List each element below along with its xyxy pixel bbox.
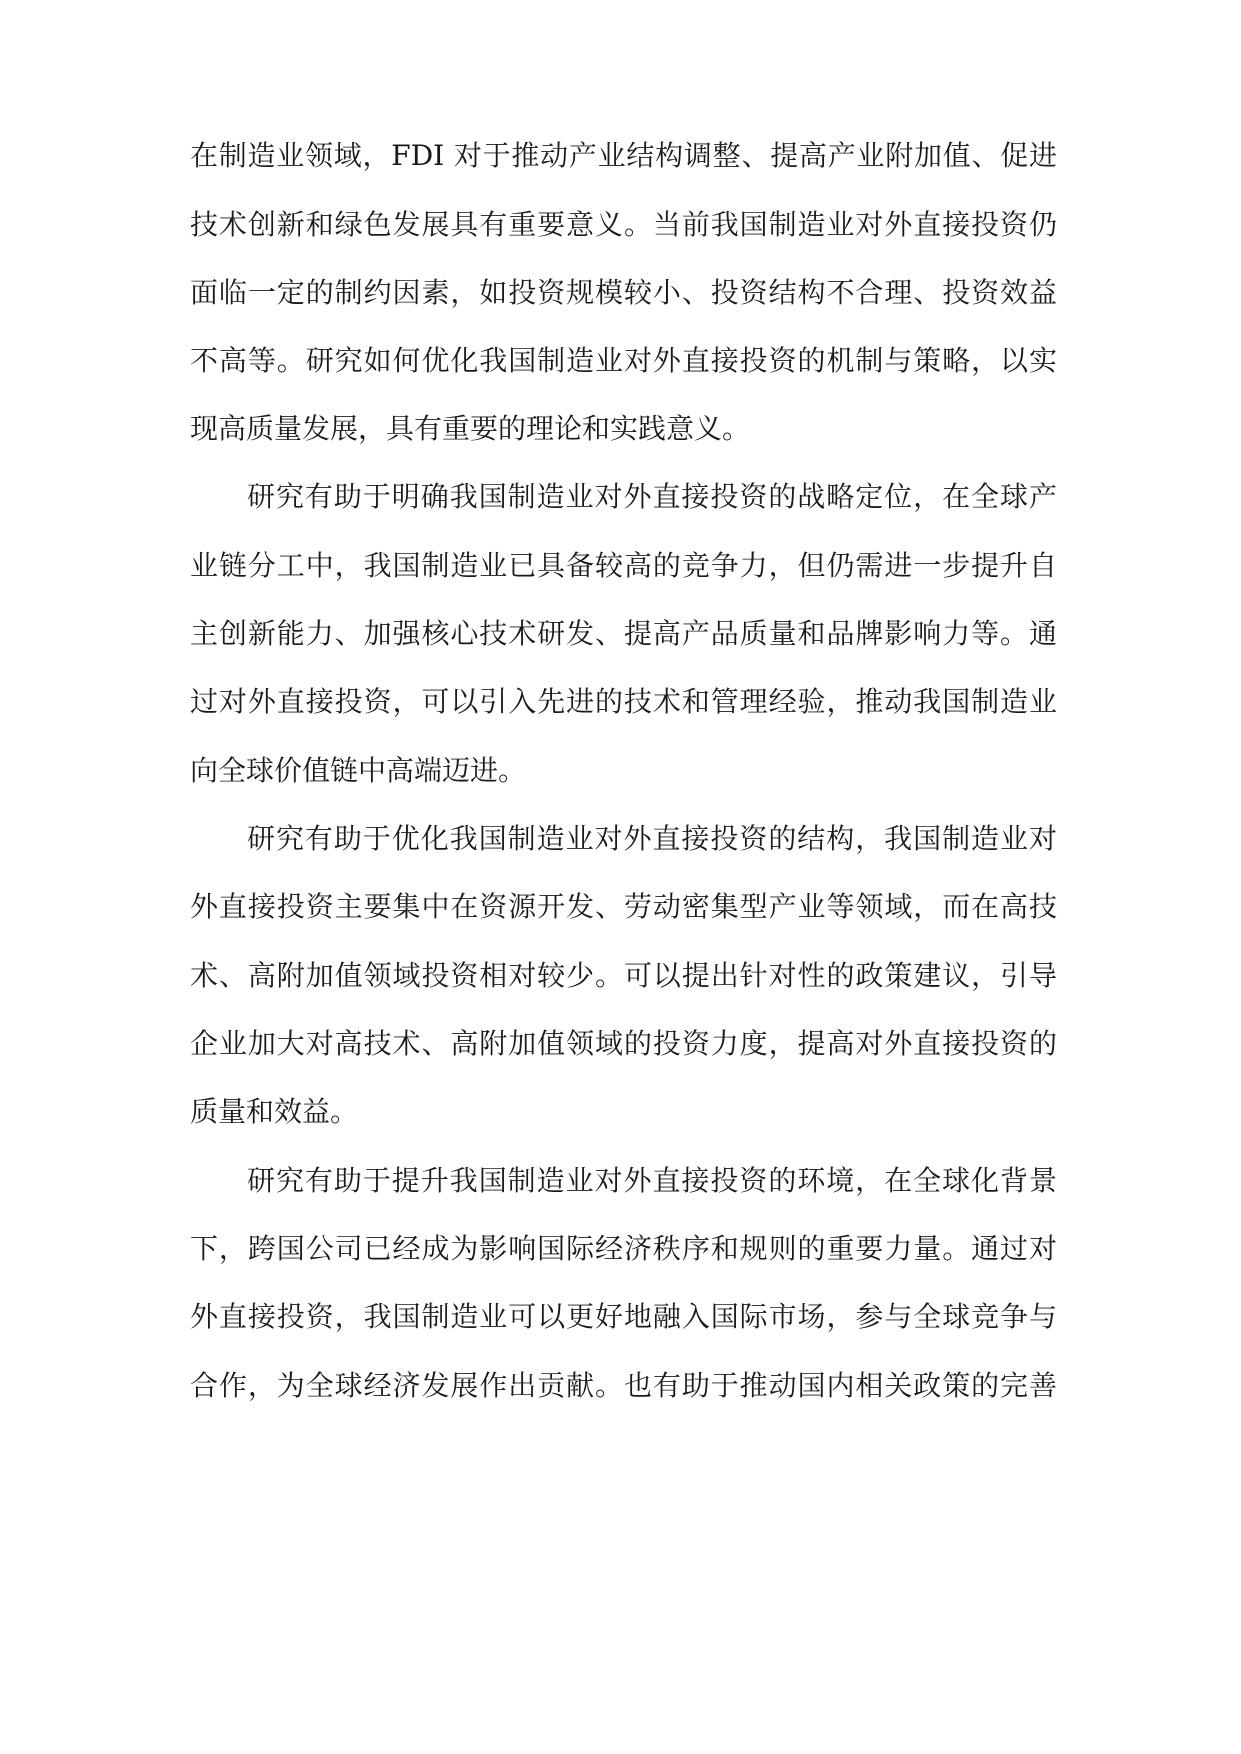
paragraph-4-line-2: 下，跨国公司已经成为影响国际经济秩序和规则的重要力量。通过对	[190, 1232, 1057, 1265]
paragraph-4-line-1: 研究有助于提升我国制造业对外直接投资的环境，在全球化背景	[247, 1164, 1057, 1197]
paragraph-2-line-1: 研究有助于明确我国制造业对外直接投资的战略定位，在全球产	[247, 480, 1057, 513]
paragraph-2-line-2: 业链分工中，我国制造业已具备较高的竞争力，但仍需进一步提升自	[190, 549, 1057, 582]
paragraph-2-line-4: 过对外直接投资，可以引入先进的技术和管理经验，推动我国制造业	[190, 685, 1057, 718]
paragraph-3-line-2: 外直接投资主要集中在资源开发、劳动密集型产业等领域，而在高技	[190, 890, 1057, 923]
paragraph-1-line-5: 现高质量发展，具有重要的理论和实践意义。	[190, 412, 751, 445]
paragraph-3-line-3: 术、高附加值领域投资相对较少。可以提出针对性的政策建议，引导	[190, 959, 1057, 992]
paragraph-1-line-3: 面临一定的制约因素，如投资规模较小、投资结构不合理、投资效益	[190, 276, 1057, 309]
paragraph-3-line-4: 企业加大对高技术、高附加值领域的投资力度，提高对外直接投资的	[190, 1027, 1057, 1060]
paragraph-1-line-4: 不高等。研究如何优化我国制造业对外直接投资的机制与策略，以实	[190, 344, 1057, 377]
paragraph-3-line-1: 研究有助于优化我国制造业对外直接投资的结构，我国制造业对	[247, 822, 1057, 855]
paragraph-2-line-3: 主创新能力、加强核心技术研发、提高产品质量和品牌影响力等。通	[190, 617, 1057, 650]
paragraph-4-line-4: 合作，为全球经济发展作出贡献。也有助于推动国内相关政策的完善	[190, 1369, 1057, 1402]
paragraph-4-line-3: 外直接投资，我国制造业可以更好地融入国际市场，参与全球竞争与	[190, 1300, 1057, 1333]
paragraph-2-line-5: 向全球价值链中高端迈进。	[190, 754, 527, 787]
paragraph-1-line-1: 在制造业领域，FDI 对于推动产业结构调整、提高产业附加值、促进	[190, 139, 1057, 172]
paragraph-3-line-5: 质量和效益。	[190, 1095, 359, 1128]
paragraph-1-line-2: 技术创新和绿色发展具有重要意义。当前我国制造业对外直接投资仍	[190, 208, 1057, 241]
